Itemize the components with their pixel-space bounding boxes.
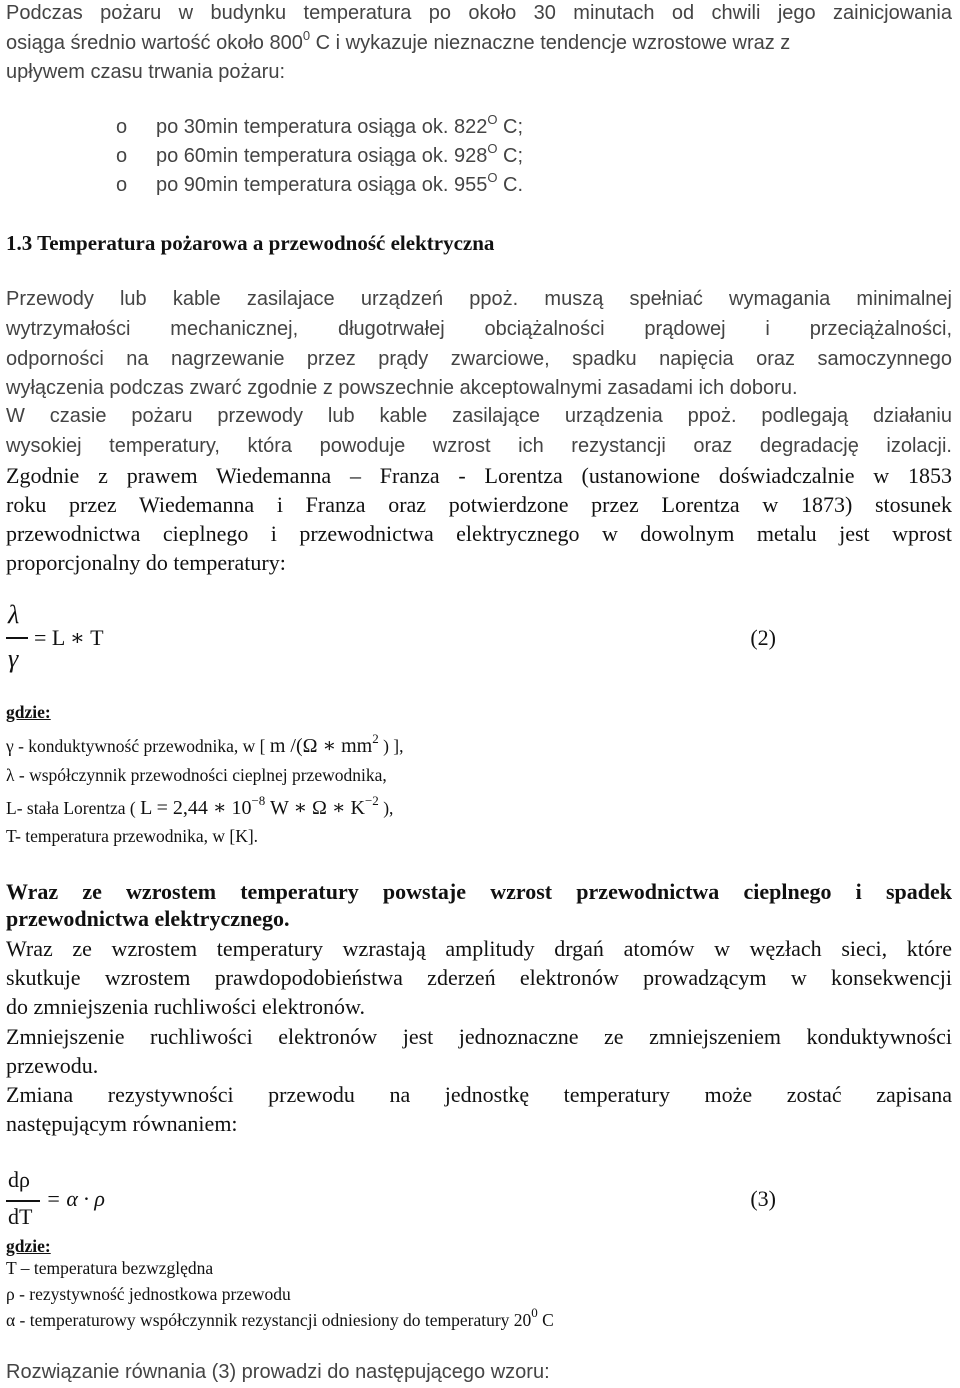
bullet-mark: o (116, 116, 128, 138)
where-superscript: −8 (251, 793, 266, 808)
para-line: wytrzymałości mechanicznej, długotrwałej obciążalności prądowej i przeciążalności, (6, 318, 952, 340)
para-line: Zgodnie z prawem Wiedemanna – Franza - Lorentza (ustanowione doświadczalnie w 1853 (6, 463, 952, 488)
eq3-number: (3) (750, 1186, 776, 1211)
where-tail: ), (378, 798, 394, 818)
para-line: roku przez Wiedemanna i Franza oraz potwierdzone przez Lorentza w 1873) stosunek (6, 492, 952, 517)
intro-line-3: upływem czasu trwania pożaru: (6, 61, 286, 83)
bullet-unit: C. (497, 174, 524, 196)
bullet-text: po 60min temperatura osiąga ok. 928 (156, 145, 488, 167)
where-tail: C (537, 1310, 554, 1330)
bullet-unit: C; (497, 145, 524, 167)
where-math: m /(Ω ∗ mm (269, 735, 373, 757)
para-line: odporności na nagrzewanie przez prądy zwarciowe, spadku napięcia oraz samoczynnego (6, 348, 952, 370)
eq2-rhs: = L ∗ T (34, 625, 104, 650)
para-line: Przewody lub kable zasilajace urządzeń ppoż. muszą spełniać wymagania minimalnej (6, 288, 952, 310)
where-text: γ - konduktywność przewodnika, w [ (6, 736, 270, 756)
where-label: gdzie: (6, 1236, 51, 1256)
degree-superscript: 0 (531, 1305, 538, 1320)
where-item: T – temperatura bezwzględna (6, 1258, 214, 1278)
para-line: proporcjonalny do temperatury: (6, 550, 286, 575)
eq3-rhs: = α · ρ (46, 1186, 105, 1211)
where-text: L- stała Lorentza ( (6, 798, 141, 818)
para-line: przewodnictwa cieplnego i przewodnictwa elektrycznego w dowolnym metalu jest wprost (6, 521, 952, 546)
where-item: λ - współczynnik przewodności cieplnej przewodnika, (6, 765, 387, 785)
eq3-fraction-bar (6, 1200, 40, 1202)
eq3-numerator: dρ (8, 1167, 30, 1192)
section-heading: 1.3 Temperatura pożarowa a przewodność elektryczna (6, 231, 495, 255)
para-line: wysokiej temperatury, która powoduje wzrost ich rezystancji oraz degradację izolacji. (6, 435, 952, 457)
bold-statement-line: Wraz ze wzrostem temperatury powstaje wzrost przewodnictwa cieplnego i spadek (6, 879, 952, 904)
where-math: L = 2,44 ∗ 10 (140, 797, 252, 819)
where-superscript: −2 (364, 793, 379, 808)
where-superscript: 2 (372, 731, 379, 746)
degree-superscript: 0 (302, 28, 311, 43)
eq3-denominator: dT (8, 1204, 33, 1229)
eq2-fraction-bar (6, 637, 28, 639)
para-line: Wraz ze wzrostem temperatury wzrastają amplitudy drgań atomów w węzłach sieci, które (6, 936, 952, 961)
eq2-numerator: λ (8, 600, 20, 629)
where-item (6, 1305, 952, 1331)
bullet-mark: o (116, 145, 128, 167)
para-line: wyłączenia podczas zwarć zgodnie z powszechnie akceptowalnymi zasadami ich doboru. (6, 377, 798, 399)
para-line: skutkuje wzrostem prawdopodobieństwa zderzeń elektronów prowadzącym w konsekwencji (6, 965, 952, 990)
para-line: następującym równaniem: (6, 1111, 238, 1136)
para-line: przewodu. (6, 1053, 99, 1078)
degree-superscript: O (487, 112, 498, 127)
degree-superscript: O (487, 170, 498, 185)
bullet-text: po 30min temperatura osiąga ok. 822 (156, 116, 488, 138)
bold-statement-line: przewodnictwa elektrycznego. (6, 906, 290, 931)
where-math: W ∗ Ω ∗ K (265, 797, 365, 819)
degree-superscript: O (487, 141, 498, 156)
intro-line-2-end: C i wykazuje nieznaczne tendencje wzrostowe wraz z (310, 32, 791, 54)
where-item: ρ - rezystywność jednostkowa przewodu (6, 1284, 291, 1304)
bullet-unit: C; (497, 116, 524, 138)
eq2-denominator: γ (8, 644, 19, 673)
intro-line-1: Podczas pożaru w budynku temperatura po około 30 minutach od chwili jego zainicjowania (6, 2, 952, 24)
where-item (6, 795, 952, 820)
para-line: Zmiana rezystywności przewodu na jednostkę temperatury może zostać zapisana (6, 1082, 952, 1107)
closing-line: Rozwiązanie równania (3) prowadzi do następującego wzoru: (6, 1361, 550, 1383)
para-line: W czasie pożaru przewody lub kable zasilające urządzenia ppoż. podlegają działaniu (6, 405, 952, 427)
bullet-mark: o (116, 174, 128, 196)
para-line: Zmniejszenie ruchliwości elektronów jest jednoznaczne ze zmniejszeniem konduktywności (6, 1024, 952, 1049)
para-line: do zmniejszenia ruchliwości elektronów. (6, 994, 366, 1019)
bullet-text: po 90min temperatura osiąga ok. 955 (156, 174, 488, 196)
where-item (6, 733, 952, 758)
where-tail: ) ], (378, 736, 404, 756)
where-item: T- temperatura przewodnika, w [K]. (6, 826, 259, 846)
intro-line-2-start: osiąga średnio wartość około 800 (6, 32, 303, 54)
intro-line-2 (6, 28, 952, 55)
eq2-number: (2) (750, 625, 776, 650)
where-text: α - temperaturowy współczynnik rezystancji odniesiony do temperatury 20 (6, 1310, 532, 1330)
where-label: gdzie: (6, 702, 51, 722)
